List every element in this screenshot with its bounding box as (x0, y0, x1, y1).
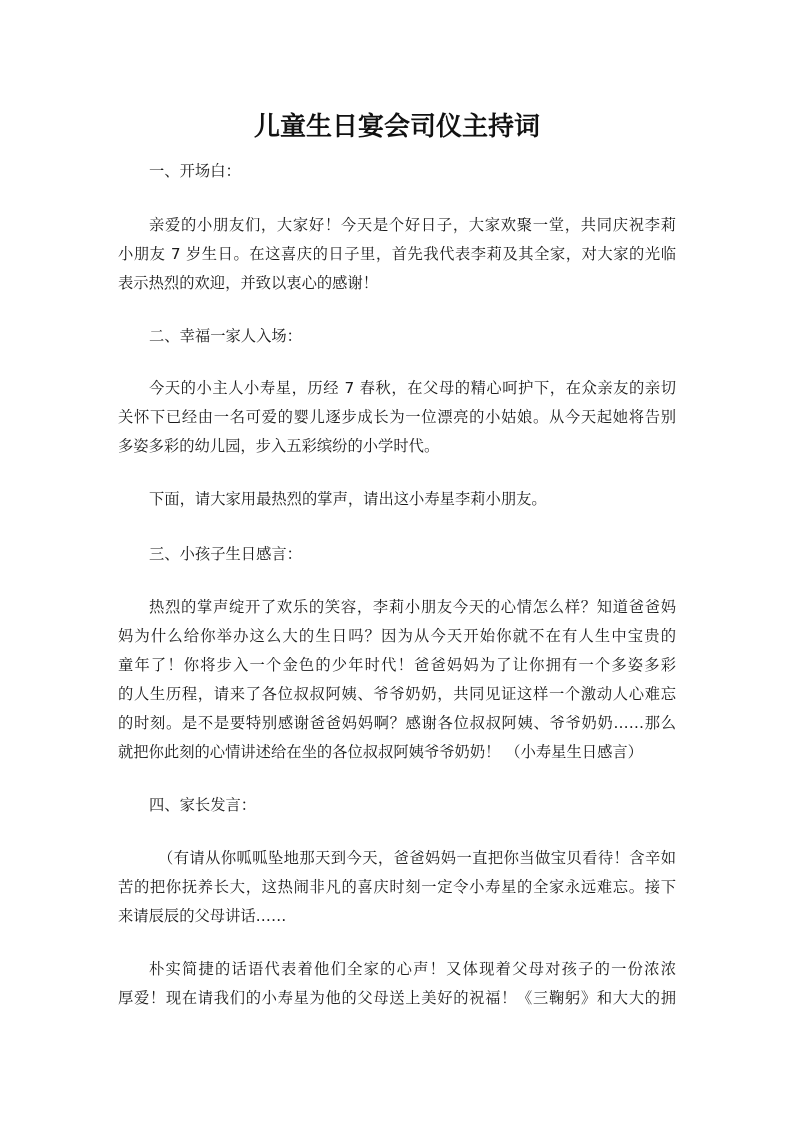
paragraph-line: 关怀下已经由一名可爱的婴儿逐步成长为一位漂亮的小姑娘。从今天起她将告别 (118, 408, 676, 426)
paragraph-line: 苦的把你抚养长大，这热闹非凡的喜庆时刻一定令小寿星的全家永远难忘。接下 (118, 878, 676, 896)
section-heading (118, 157, 676, 186)
section-heading (118, 540, 676, 569)
paragraph-line: 来请辰辰的父母讲话…… (118, 907, 287, 925)
paragraph (118, 593, 676, 767)
paragraph-line: 童年了！你将步入一个金色的少年时代！爸爸妈妈为了让你拥有一个多姿多彩 (118, 656, 676, 674)
paragraph-line: 朴实简捷的话语代表着他们全家的心声！又体现着父母对孩子的一份浓浓 (149, 960, 676, 978)
paragraph (118, 844, 676, 931)
paragraph-line: 表示热烈的欢迎，并致以衷心的感谢！ (118, 274, 379, 292)
paragraph (118, 211, 676, 298)
section-heading (118, 322, 676, 351)
paragraph-line: 的时刻。是不是要特别感谢爸爸妈妈啊？感谢各位叔叔阿姨、爷爷奶奶……那么 (118, 714, 676, 732)
paragraph-line: 多姿多彩的幼儿园，步入五彩缤纷的小学时代。 (118, 437, 440, 455)
heading-text: 一、开场白： (149, 162, 241, 180)
paragraph-line: 下面，请大家用最热烈的掌声，请出这小寿星李莉小朋友。 (149, 490, 547, 508)
heading-text: 二、幸福一家人入场： (149, 327, 302, 345)
paragraph-line: 厚爱！现在请我们的小寿星为他的父母送上美好的祝福！《三鞠躬》和大大的拥 (118, 989, 676, 1007)
paragraph-line: 亲爱的小朋友们，大家好！今天是个好日子，大家欢聚一堂，共同庆祝李莉 (149, 216, 676, 234)
document-title: 儿童生日宴会司仪主持词 (253, 112, 540, 142)
paragraph-line: 就把你此刻的心情讲述给在坐的各位叔叔阿姨爷爷奶奶！ （小寿星生日感言） (118, 743, 643, 761)
paragraph (118, 955, 676, 1013)
paragraph-line: 的人生历程，请来了各位叔叔阿姨、爷爷奶奶，共同见证这样一个激动人心难忘 (118, 685, 676, 703)
paragraph (118, 485, 676, 514)
paragraph-line: （有请从你呱呱坠地那天到今天，爸爸妈妈一直把你当做宝贝看待！含辛如 (158, 849, 676, 867)
paragraph-line: 热烈的掌声绽开了欢乐的笑容，李莉小朋友今天的心情怎么样？知道爸爸妈 (149, 598, 676, 616)
paragraph-line: 妈为什么给你举办这么大的生日吗？因为从今天开始你就不在有人生中宝贵的 (118, 627, 676, 645)
section-heading (118, 791, 676, 820)
paragraph (118, 374, 676, 461)
heading-text: 四、家长发言： (149, 796, 257, 814)
paragraph-line: 今天的小主人小寿星，历经 7 春秋，在父母的精心呵护下，在众亲友的亲切 (149, 379, 676, 397)
paragraph-line: 小朋友 7 岁生日。在这喜庆的日子里，首先我代表李莉及其全家，对大家的光临 (118, 245, 676, 263)
heading-text: 三、小孩子生日感言： (149, 545, 302, 563)
